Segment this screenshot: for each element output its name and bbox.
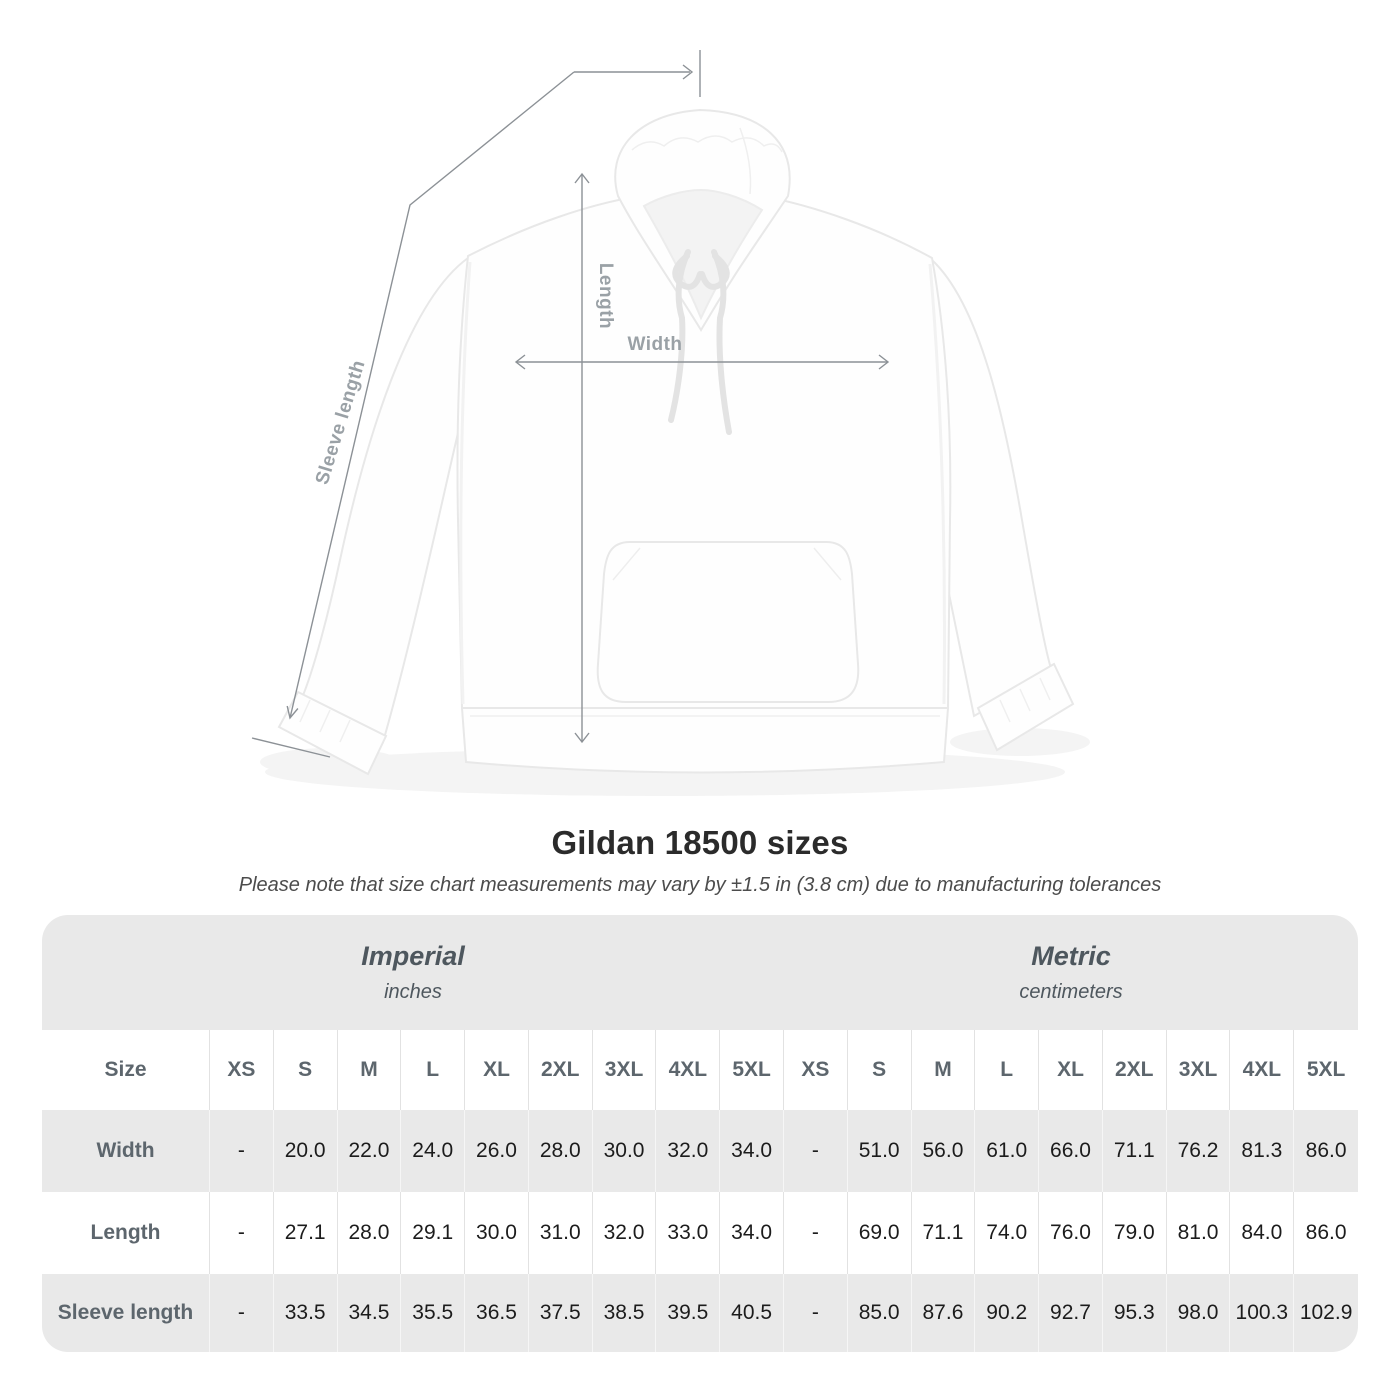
tolerance-note: Please note that size chart measurements may vary by ±1.5 in (3.8 cm) due to manufacturing tolerances <box>238 874 1162 896</box>
cell-value: 40.5 <box>720 1274 784 1352</box>
size-header-row <box>42 1030 1358 1110</box>
length-label: Length <box>595 262 616 330</box>
size-col-header: XS <box>784 1030 848 1110</box>
cell-value: 61.0 <box>975 1110 1039 1192</box>
cell-value: 37.5 <box>529 1274 593 1352</box>
size-col-header: 5XL <box>720 1030 784 1110</box>
cell-value: 92.7 <box>1039 1274 1103 1352</box>
cell-value: 87.6 <box>912 1274 976 1352</box>
cell-value: 33.0 <box>656 1192 720 1274</box>
imperial-unit: inches <box>384 981 442 1003</box>
cell-value: 39.5 <box>656 1274 720 1352</box>
row-label: Sleeve length <box>42 1274 210 1352</box>
cell-value: 31.0 <box>529 1192 593 1274</box>
cell-value: - <box>784 1274 848 1352</box>
table-row-sleeve-length <box>42 1274 1358 1352</box>
size-table <box>42 915 1358 1352</box>
size-col-header: 4XL <box>1230 1030 1294 1110</box>
size-col-header: XL <box>465 1030 529 1110</box>
cell-value: 38.5 <box>593 1274 657 1352</box>
cell-value: 33.5 <box>274 1274 338 1352</box>
size-col-header: L <box>975 1030 1039 1110</box>
size-col-header: 3XL <box>1167 1030 1231 1110</box>
cell-value: 76.2 <box>1167 1110 1231 1192</box>
cell-value: - <box>210 1110 274 1192</box>
cell-value: 81.3 <box>1230 1110 1294 1192</box>
width-label: Width <box>627 334 683 355</box>
cell-value: 66.0 <box>1039 1110 1103 1192</box>
row-label: Length <box>42 1192 210 1274</box>
page-title: Gildan 18500 sizes <box>551 824 849 861</box>
table-row-width <box>42 1110 1358 1192</box>
cell-value: 74.0 <box>975 1192 1039 1274</box>
cell-value: 34.5 <box>338 1274 402 1352</box>
cell-value: 24.0 <box>401 1110 465 1192</box>
cell-value: 90.2 <box>975 1274 1039 1352</box>
cell-value: 85.0 <box>848 1274 912 1352</box>
size-col-header: XS <box>210 1030 274 1110</box>
cell-value: 56.0 <box>912 1110 976 1192</box>
cell-value: 95.3 <box>1103 1274 1167 1352</box>
metric-title: Metric <box>1031 941 1111 971</box>
cell-value: 28.0 <box>529 1110 593 1192</box>
cell-value: 35.5 <box>401 1274 465 1352</box>
metric-unit: centimeters <box>1019 981 1123 1003</box>
cell-value: 27.1 <box>274 1192 338 1274</box>
size-col-header: M <box>338 1030 402 1110</box>
cell-value: 76.0 <box>1039 1192 1103 1274</box>
cell-value: 28.0 <box>338 1192 402 1274</box>
size-col-header: M <box>912 1030 976 1110</box>
cell-value: 26.0 <box>465 1110 529 1192</box>
cell-value: - <box>210 1192 274 1274</box>
cell-value: 86.0 <box>1305 1221 1347 1244</box>
cell-value: - <box>784 1192 848 1274</box>
cell-value: 22.0 <box>338 1110 402 1192</box>
size-corner-label: Size <box>42 1030 210 1110</box>
cell-value: 79.0 <box>1103 1192 1167 1274</box>
imperial-title: Imperial <box>361 941 465 971</box>
cell-value: 20.0 <box>274 1110 338 1192</box>
cell-value: 71.1 <box>1103 1110 1167 1192</box>
imperial-group-header <box>42 915 784 1030</box>
cell-value: 36.5 <box>465 1274 529 1352</box>
cell-value: 71.1 <box>912 1192 976 1274</box>
cell-value: 84.0 <box>1230 1192 1294 1274</box>
cell-value: - <box>784 1110 848 1192</box>
cell-value: 100.3 <box>1230 1274 1294 1352</box>
cell-value: 51.0 <box>848 1110 912 1192</box>
size-col-header: 2XL <box>529 1030 593 1110</box>
cell-value: 102.9 <box>1299 1301 1353 1324</box>
cell-value: 32.0 <box>593 1192 657 1274</box>
size-col-header: 2XL <box>1103 1030 1167 1110</box>
cell-value: 32.0 <box>656 1110 720 1192</box>
size-col-header: S <box>274 1030 338 1110</box>
cell-value: - <box>210 1274 274 1352</box>
row-label: Width <box>42 1110 210 1192</box>
cell-value: 98.0 <box>1167 1274 1231 1352</box>
cell-value: 30.0 <box>465 1192 529 1274</box>
cell-value: 30.0 <box>593 1110 657 1192</box>
unit-band <box>42 915 1358 1030</box>
size-col-header: L <box>401 1030 465 1110</box>
size-col-header: 4XL <box>656 1030 720 1110</box>
size-col-header: 5XL <box>1306 1058 1346 1081</box>
cell-value: 81.0 <box>1167 1192 1231 1274</box>
size-col-header: XL <box>1039 1030 1103 1110</box>
cell-value: 34.0 <box>720 1110 784 1192</box>
hoodie-image <box>279 110 1073 774</box>
sleeve-length-label: Sleeve length <box>311 357 370 488</box>
metric-group-header <box>784 915 1358 1030</box>
cell-value: 29.1 <box>401 1192 465 1274</box>
size-col-header: S <box>848 1030 912 1110</box>
cell-value: 34.0 <box>720 1192 784 1274</box>
cell-value: 86.0 <box>1305 1139 1347 1162</box>
cell-value: 69.0 <box>848 1192 912 1274</box>
size-col-header: 3XL <box>593 1030 657 1110</box>
table-row-length <box>42 1192 1358 1274</box>
